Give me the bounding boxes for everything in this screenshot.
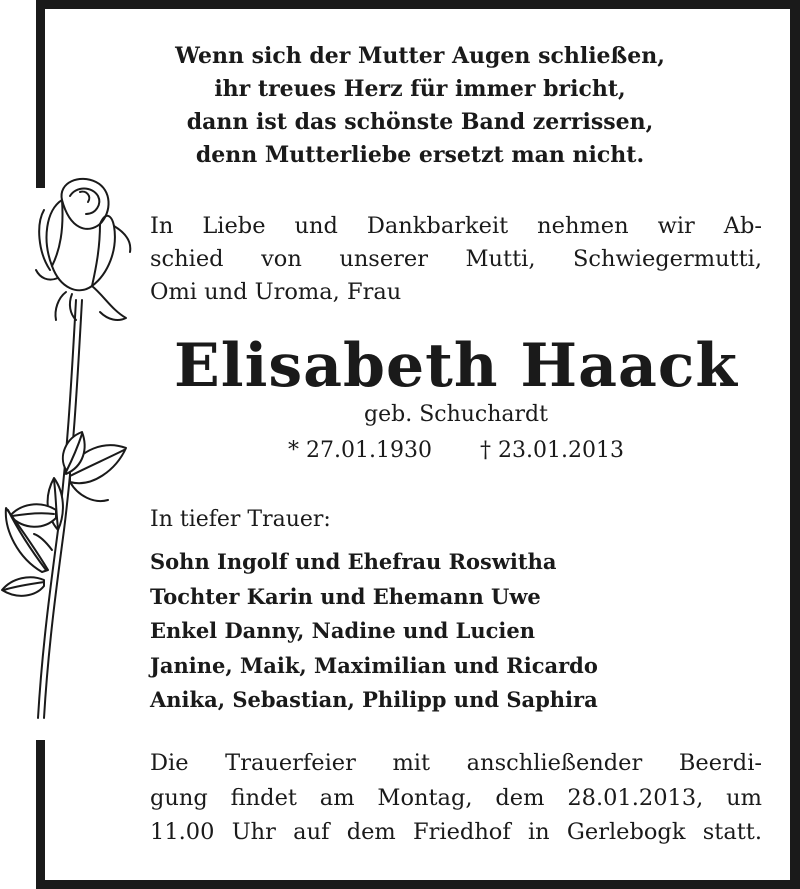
mourning-label: In tiefer Trauer: — [150, 507, 331, 532]
family-line: Janine, Maik, Maximilian und Ricardo — [150, 652, 598, 678]
funeral-line: Die Trauerfeier mit anschließender Beerdi- — [150, 750, 762, 776]
frame-right — [790, 0, 800, 889]
intro-line: schied von unserer Mutti, Schwiegermutti, — [150, 246, 762, 272]
family-line: Sohn Ingolf und Ehefrau Roswitha — [150, 549, 557, 574]
family-line: Tochter Karin und Ehemann Uwe — [150, 583, 541, 609]
poem-line: ihr treues Herz für immer bricht, — [214, 76, 626, 102]
maiden-name: geb. Schuchardt — [364, 402, 548, 427]
death-date: † 23.01.2013 — [480, 438, 624, 463]
funeral-line: 11.00 Uhr auf dem Friedhof in Gerlebogk statt. — [150, 819, 762, 845]
frame-left-upper — [36, 0, 45, 188]
frame-top — [36, 0, 800, 9]
intro-line: Omi und Uroma, Frau — [150, 279, 402, 305]
funeral-line: gung findet am Montag, dem 28.01.2013, um — [150, 784, 762, 811]
family-line: Enkel Danny, Nadine und Lucien — [150, 618, 536, 643]
birth-date: * 27.01.1930 — [288, 438, 432, 463]
poem-line: Wenn sich der Mutter Augen schließen, — [175, 43, 665, 69]
intro-text — [150, 210, 762, 309]
rose-icon — [0, 170, 140, 730]
poem-line: denn Mutterliebe ersetzt man nicht. — [195, 142, 645, 168]
poem-line: dann ist das schönste Band zerrissen, — [186, 109, 654, 135]
deceased-name: Elisabeth Haack — [174, 331, 738, 401]
funeral-info — [150, 746, 762, 850]
family-list — [150, 545, 598, 718]
poem — [150, 40, 690, 172]
intro-line: In Liebe und Dankbarkeit nehmen wir Ab- — [150, 213, 762, 239]
life-dates — [150, 436, 762, 466]
family-line: Anika, Sebastian, Philipp und Saphira — [150, 687, 598, 712]
frame-left-lower — [36, 740, 45, 889]
frame-bottom — [36, 880, 800, 889]
